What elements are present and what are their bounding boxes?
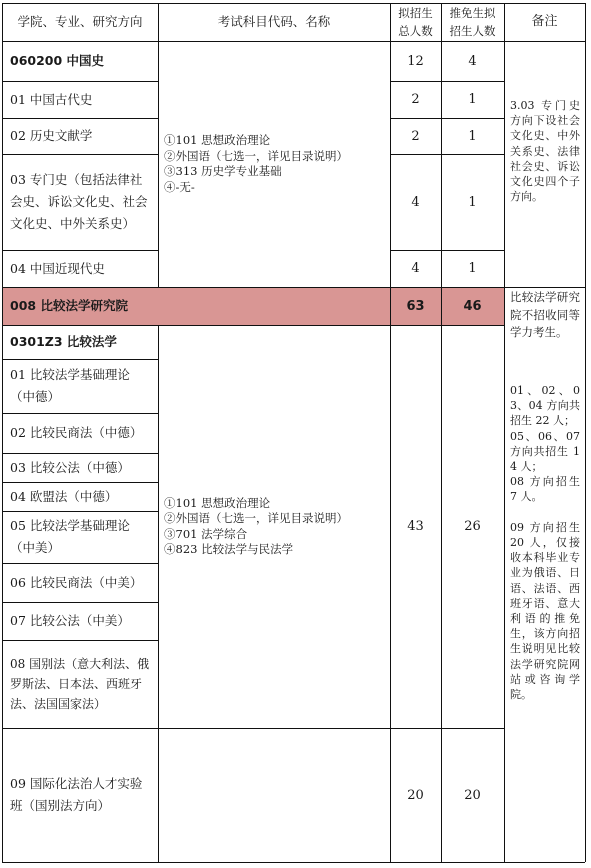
grid-line: [390, 81, 504, 82]
grid-line: [390, 250, 504, 251]
college-exempt: 46: [441, 287, 504, 325]
grid-line: [158, 3, 159, 287]
direction-exempt: 1: [468, 261, 477, 276]
header-exempt-count-line1: 推免生拟: [449, 6, 496, 20]
remark-comparative-law: 01、02、03、04 方向共招生 22 人； 05、06、07 方向共招生 14 人； 08 方向招生 7 人。 09 方向招生 20 人，仅接收本科毕业专业为俄语、日语、法语、西班牙语、意大利语的推免生，该方向招生说明见比较法学研究院网站或咨询学院。: [510, 384, 580, 702]
major-exempt-china-history: 4: [468, 53, 477, 69]
direction-name: 01 中国古代史: [10, 91, 93, 107]
exam-subject: ②外国语（七选一，详见目录说明）: [164, 148, 348, 163]
major-name-comparative-law: 0301Z3 比较法学: [10, 334, 117, 349]
grid-line: [585, 3, 586, 862]
direction-exempt: 1: [468, 194, 477, 210]
direction-exempt: 1: [468, 128, 477, 144]
direction-total: 4: [411, 194, 420, 210]
exam-subject: ③313 历史学专业基础: [164, 164, 282, 178]
grid-line: [2, 862, 585, 863]
grid-line: [2, 41, 585, 42]
remark-china-history: 3.03 专门史方向下设社会文化史、中外关系史、法律社会史、诉讼文化史四个子方向。: [510, 99, 580, 204]
direction-exempt: 1: [468, 92, 477, 107]
grid-line: [390, 154, 504, 155]
grid-line: [2, 81, 158, 82]
grid-line: [2, 3, 585, 4]
grid-line: [390, 3, 391, 862]
direction-total-experimental-class: 20: [407, 787, 424, 803]
exam-subject: ③701 法学综合: [164, 526, 248, 541]
header-college-major-direction: 学院、专业、研究方向: [17, 14, 143, 29]
direction-name: 02 历史文献学: [10, 128, 93, 143]
exam-subject: ①101 思想政治理论: [164, 495, 271, 510]
grid-line: [2, 563, 158, 564]
header-planned-total: [390, 3, 441, 41]
grid-line: [2, 413, 158, 414]
major-total-china-history: 12: [407, 53, 424, 69]
grid-line: [504, 3, 505, 862]
grid-line: [2, 511, 158, 512]
grid-line: [2, 602, 158, 603]
direction-name-experimental-class: 09 国际化法治人才实验班（国别法方向）: [10, 776, 143, 813]
college-name: 008 比较法学研究院: [2, 287, 390, 325]
direction-name: 03 专门史（包括法律社会史、诉讼文化史、社会文化史、中外关系史）: [10, 172, 148, 231]
header-planned-total-line2: 总人数: [398, 24, 433, 38]
exam-subject: ④823 比较法学与民法学: [164, 542, 294, 556]
exam-subject: ②外国语（七选一，详见目录说明）: [164, 511, 348, 525]
grid-line: [2, 250, 158, 251]
exam-subject: ④-无-: [164, 179, 195, 194]
grid-line: [158, 325, 159, 862]
grid-line: [2, 482, 158, 483]
direction-total: 2: [411, 92, 420, 107]
exam-subject: ①101 思想政治理论: [164, 133, 271, 147]
direction-name: 04 欧盟法（中德）: [10, 488, 118, 504]
direction-name: 02 比较民商法（中德）: [10, 425, 143, 440]
grid-line: [441, 3, 442, 862]
direction-name: 05 比较法学基础理论（中美）: [10, 518, 130, 555]
major-total-comparative-law: 43: [407, 519, 424, 534]
exam-subjects-comparative-law: [158, 325, 390, 728]
grid-line: [2, 728, 504, 729]
direction-exempt-experimental-class: 20: [464, 787, 481, 803]
direction-name: 01 比较法学基础理论（中德）: [10, 367, 130, 404]
header-exempt-count: [441, 3, 504, 41]
major-name-china-history: 060200 中国史: [10, 53, 105, 68]
header-exam-subjects: 考试科目代码、名称: [217, 14, 331, 29]
grid-line: [2, 154, 158, 155]
grid-line: [2, 118, 158, 119]
header-remarks: 备注: [531, 14, 558, 29]
direction-name: 08 国别法（意大利法、俄罗斯法、日本法、西班牙法、法国国家法）: [10, 657, 150, 711]
grid-line: [2, 359, 158, 360]
direction-total: 4: [411, 261, 420, 276]
grid-line: [2, 640, 158, 641]
direction-name: 04 中国近现代史: [10, 260, 105, 276]
grid-line: [2, 325, 504, 326]
direction-total: 2: [411, 128, 420, 144]
grid-line: [2, 453, 158, 454]
direction-name: 03 比较公法（中德）: [10, 459, 130, 475]
grid-line: [2, 3, 3, 862]
college-total: 63: [390, 287, 441, 325]
exam-subjects-china-history: [158, 41, 390, 287]
grid-line: [390, 118, 504, 119]
header-planned-total-line1: 拟招生: [398, 6, 433, 20]
remark-college: 比较法学研究院不招收同等学力考生。: [510, 290, 580, 339]
grid-line: [2, 287, 585, 288]
direction-name: 06 比较民商法（中美）: [10, 574, 143, 590]
direction-name: 07 比较公法（中美）: [10, 613, 130, 628]
header-exempt-count-line2: 招生人数: [449, 24, 496, 38]
major-exempt-comparative-law: 26: [464, 519, 481, 534]
